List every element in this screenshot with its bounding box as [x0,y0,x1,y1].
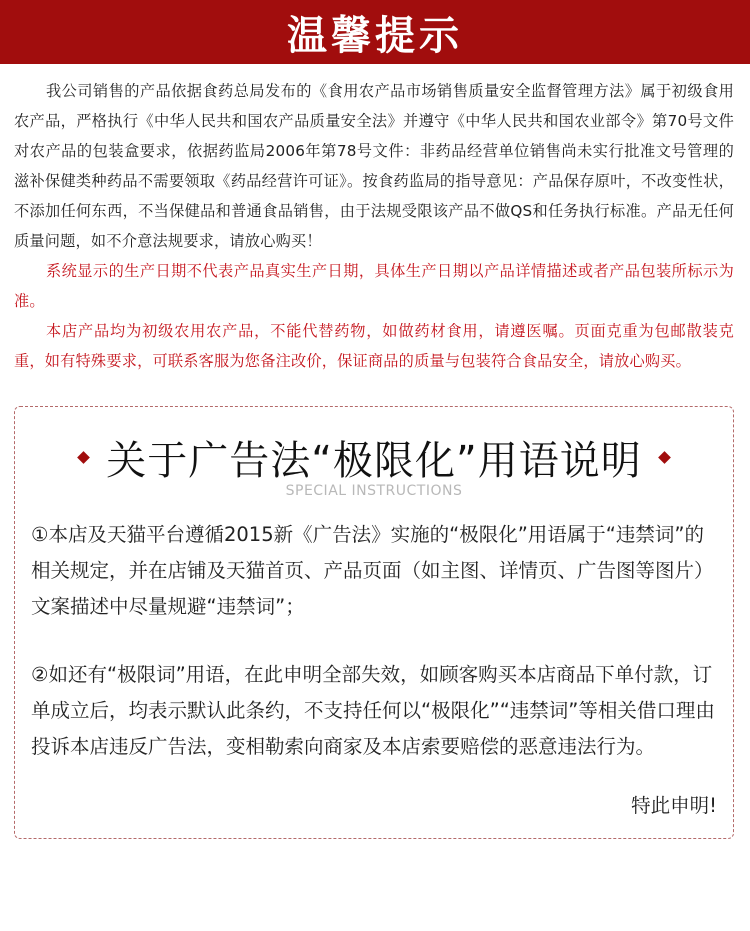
diamond-icon [658,451,671,464]
notice-red-paragraph: 本店产品均为初级农用农产品，不能代替药物，如做药材食用，请遵医嘱。页面克重为包邮散装克重，如有特殊要求，可联系客服为您备注改价，保证商品的质量与包装符合食品安全，请放心购买。 [14,322,734,370]
signoff-text: 特此申明! [631,794,717,817]
notice-section [0,64,750,376]
banner [0,0,750,64]
notice-red-paragraph: 系统显示的生产日期不代表产品真实生产日期，具体生产日期以产品详情描述或者产品包装所标示为准。 [14,262,734,310]
diamond-icon [77,451,90,464]
instructions-subtitle: SPECIAL INSTRUCTIONS [285,483,463,499]
instructions-title-row [15,429,733,486]
banner-title: 温馨提示 [287,12,463,59]
instruction-item: ①本店及天猫平台遵循2015新《广告法》实施的“极限化”用语属于“违禁词”的相关规定，并在店铺及天猫首页、产品页面（如主图、详情页、广告图等图片）文案描述中尽量规避“违禁词”； [31,523,714,618]
instructions-title: 关于广告法“极限化”用语说明 [106,438,642,484]
notice-paragraph: 我公司销售的产品依据食药总局发布的《食用农产品市场销售质量安全监督管理方法》属于初级食用农产品，严格执行《中华人民共和国农产品质量安全法》并遵守《中华人民共和国农业部令》第70号文件对农产品的包装盒要求，依据药监局2006年第78号文件：非药品经营单位销售尚未实行批准文号管理的滋补保健类种药品不需要领取《药品经营许可证》。按食药监局的指导意见：产品保存原叶，不改变性状，不添加任何东西，不当保健品和普通食品销售，由于法规受限该产品不做QS和任务执行标准。产品无任何质量问题，如不介意法规要求，请放心购买！ [14,82,734,250]
instruction-item: ②如还有“极限词”用语，在此申明全部失效，如顾客购买本店商品下单付款，订单成立后，均表示默认此条约，不支持任何以“极限化”“违禁词”等相关借口理由投诉本店违反广告法，变相勒索向商家及本店索要赔偿的恶意违法行为。 [31,663,715,758]
instructions-box [14,406,734,839]
